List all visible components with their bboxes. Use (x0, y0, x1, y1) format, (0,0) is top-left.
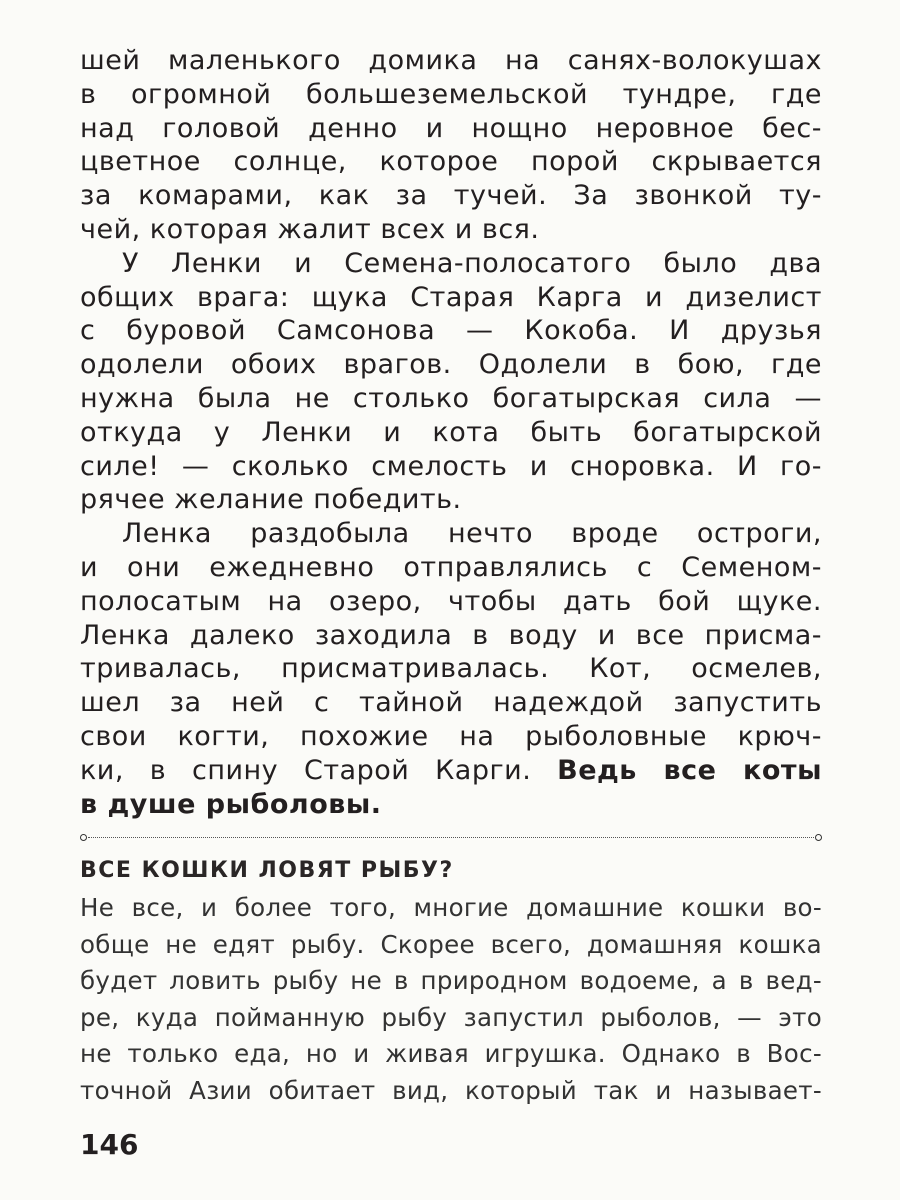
text-line (80, 788, 822, 822)
text-line (80, 44, 822, 78)
text-run: тривалась, присматривалась. Кот, осмелев, (80, 653, 822, 685)
text-run: чей, которая жалит всех и вся. (80, 213, 540, 245)
sidebar-line: ре, куда пойманную рыбу запустил рыболов, — это (80, 1002, 822, 1032)
text-run: силе! — сколько смелость и сноровка. И го- (80, 450, 822, 482)
text-run: свои когти, похожие на рыболовные крюч- (80, 720, 822, 752)
text-run: над головой денно и нощно неровное бес- (80, 112, 822, 144)
sidebar-line: Не все, и более того, многие домашние кошки во- (80, 893, 822, 922)
text-run: нужна была не столько богатырская сила — (80, 382, 822, 414)
text-line (80, 281, 822, 315)
text-line (80, 619, 822, 653)
page-number: 146 (80, 1128, 139, 1161)
text-line (80, 652, 822, 686)
sidebar-line: точной Азии обитает вид, который так и называет- (80, 1075, 822, 1105)
sidebar-line: не только еда, но и живая игрушка. Однако в Вос- (80, 1039, 822, 1069)
text-line (80, 720, 822, 754)
sidebar-text (80, 890, 822, 1110)
text-line (80, 179, 822, 213)
sidebar-line: будет ловить рыбу не в природном водоеме, а в вед- (80, 966, 822, 996)
text-line (80, 247, 822, 281)
text-line (80, 686, 822, 720)
text-run: У Ленки и Семена-полосатого было два (122, 247, 822, 279)
text-run: рячее желание победить. (80, 484, 462, 516)
text-line (80, 78, 822, 112)
text-run: цветное солнце, которое порой скрывается (80, 146, 822, 178)
text-line (80, 145, 822, 179)
text-run: шей маленького домика на санях-волокушах (80, 45, 822, 76)
text-line (80, 551, 822, 585)
bold-text: Ведь все коты (557, 754, 822, 786)
story-text (80, 44, 822, 821)
divider-dotted-line (88, 837, 814, 838)
text-run: полосатым на озеро, чтобы дать бой щуке. (80, 585, 822, 617)
text-run: одолели обоих врагов. Одолели в бою, где (80, 349, 822, 381)
text-run: откуда у Ленки и кота быть богатырской (80, 416, 822, 448)
text-run: и они ежедневно отправлялись с Семеном- (80, 551, 822, 583)
bold-text: в душе рыболовы. (80, 788, 382, 820)
sidebar-heading: ВСЕ КОШКИ ЛОВЯТ РЫБУ? (80, 858, 454, 883)
section-divider (80, 834, 822, 842)
text-run: с буровой Самсонова — Кокоба. И друзья (80, 315, 822, 347)
text-line (80, 450, 822, 484)
text-run: шел за ней с тайной надеждой запустить (80, 687, 822, 719)
text-line (80, 348, 822, 382)
text-run: Ленка раздобыла нечто вроде остроги, (122, 518, 822, 550)
text-line (80, 416, 822, 450)
divider-circle-right (815, 834, 822, 841)
text-line (80, 112, 822, 146)
text-line (80, 483, 822, 517)
text-line (80, 213, 822, 247)
text-line (80, 585, 822, 619)
text-run: ки, в спину Старой Карги. (80, 754, 558, 786)
text-run: за комарами, как за тучей. За звонкой ту- (80, 180, 822, 212)
sidebar-line: обще не едят рыбу. Скорее всего, домашняя кошка (80, 929, 822, 959)
text-line (80, 517, 822, 551)
divider-circle-left (80, 834, 87, 841)
text-run: общих врага: щука Старая Карга и дизелист (80, 281, 822, 313)
text-line (80, 754, 822, 788)
text-run: в огромной большеземельской тундре, где (80, 78, 822, 110)
text-line (80, 314, 822, 348)
text-run: Ленка далеко заходила в воду и все присма- (80, 619, 822, 651)
text-line (80, 382, 822, 416)
